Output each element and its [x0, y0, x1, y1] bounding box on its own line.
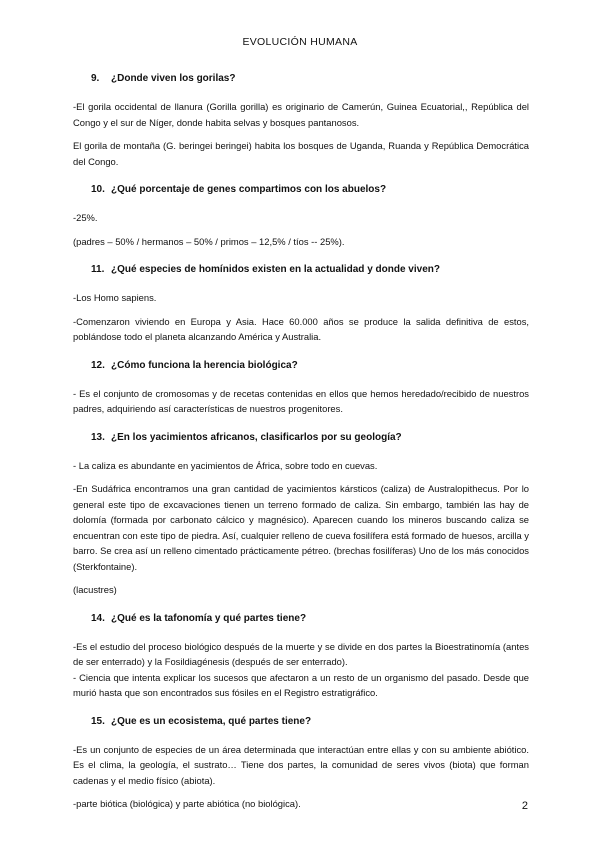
question-9-title: 9. ¿Donde viven los gorilas? [91, 73, 236, 84]
question-9-answer-1: -El gorila occidental de llanura (Gorilla gorilla) es originario de Camerún, Guinea Ecuatorial,, República del Congo y el sur de Níger, donde habita selvas y bosques pantanosos. [73, 101, 529, 128]
question-10-answer-2: (padres – 50% / hermanos – 50% / primos – 12,5% / tíos -- 25%). [73, 235, 345, 247]
question-11-title: 11. ¿Qué especies de homínidos existen en la actualidad y donde viven? [91, 264, 440, 275]
question-10-answer-1: -25%. [73, 212, 98, 223]
question-13-title: 13. ¿En los yacimientos africanos, clasificarlos por su geología? [91, 431, 402, 443]
question-15-title: 15. ¿Que es un ecosistema, qué partes tiene? [91, 715, 312, 727]
question-12-title: 12. ¿Cómo funciona la herencia biológica? [91, 359, 298, 371]
question-14-answer-1: -Es el estudio del proceso biológico después de la muerte y se divide en dos partes la Bioestratinomía (antes de ser enterrado) y la Fosildiagénesis (después de ser enterrado). [73, 640, 529, 667]
question-13-answer-3: (lacustres) [73, 584, 117, 595]
document-body [73, 72, 529, 820]
question-14-answer-2: - Ciencia que intenta explicar los sucesos que afectaron a un resto de un organismo del pasado. Desde que murió hasta que son encontrados sus fósiles en el Registro estratigráfico. [73, 671, 529, 698]
document-header: EVOLUCIÓN HUMANA [242, 36, 358, 48]
question-11-answer-2: -Comenzaron viviendo en Europa y Asia. Hace 60.000 años se produce la salida definitiva de estos, poblándose todo el planeta alcanzando América y Australia. [73, 315, 529, 342]
question-14-title: 14. ¿Qué es la tafonomía y qué partes tiene? [91, 612, 307, 624]
question-15-answer-2: -parte biótica (biológica) y parte abiótica (no biológica). [73, 798, 301, 809]
question-13-answer-1: - La caliza es abundante en yacimientos de África, sobre todo en cuevas. [73, 459, 378, 471]
question-13-answer-2: -En Sudáfrica encontramos una gran cantidad de yacimientos kársticos (caliza) de Australopithecus. Por lo general este tipo de excavaciones tienen un terreno formado de caliza. Sin embargo, también las hay de dolomía (formada por carbonato cálcico y magnésico). Aparecen cuando los mineros buscando caliza se encuentran con este tipo de piedra. Así, cualquier relleno de cueva fosilífera está formado de huesos, arcilla y barro. Se crea así un relleno cimentado prácticamente pétreo. (brechas fosilíferas) Uno de los más conocidos (Sterkfontaine). [73, 483, 529, 572]
question-11-answer-1: -Los Homo sapiens. [73, 292, 157, 303]
page-number: 2 [521, 800, 528, 812]
question-10-title: 10. ¿Qué porcentaje de genes compartimos con los abuelos? [91, 184, 387, 195]
question-15-answer-1: -Es un conjunto de especies de un área determinada que interactúan entre ellas y con su ambiente abiótico. Es el clima, la geología, el sustrato… Tiene dos partes, la comunidad de seres vivos (biota) que forman cadenas y el medio físico (abiota). [73, 743, 529, 786]
question-12-answer-1: - Es el conjunto de cromosomas y de recetas contenidas en ellos que hemos heredado/recibido de nuestros padres, adquiriendo así características de nuestros progenitores. [73, 387, 529, 414]
question-9-answer-2: El gorila de montaña (G. beringei beringei) habita los bosques de Uganda, Ruanda y República Democrática del Congo. [73, 140, 529, 167]
